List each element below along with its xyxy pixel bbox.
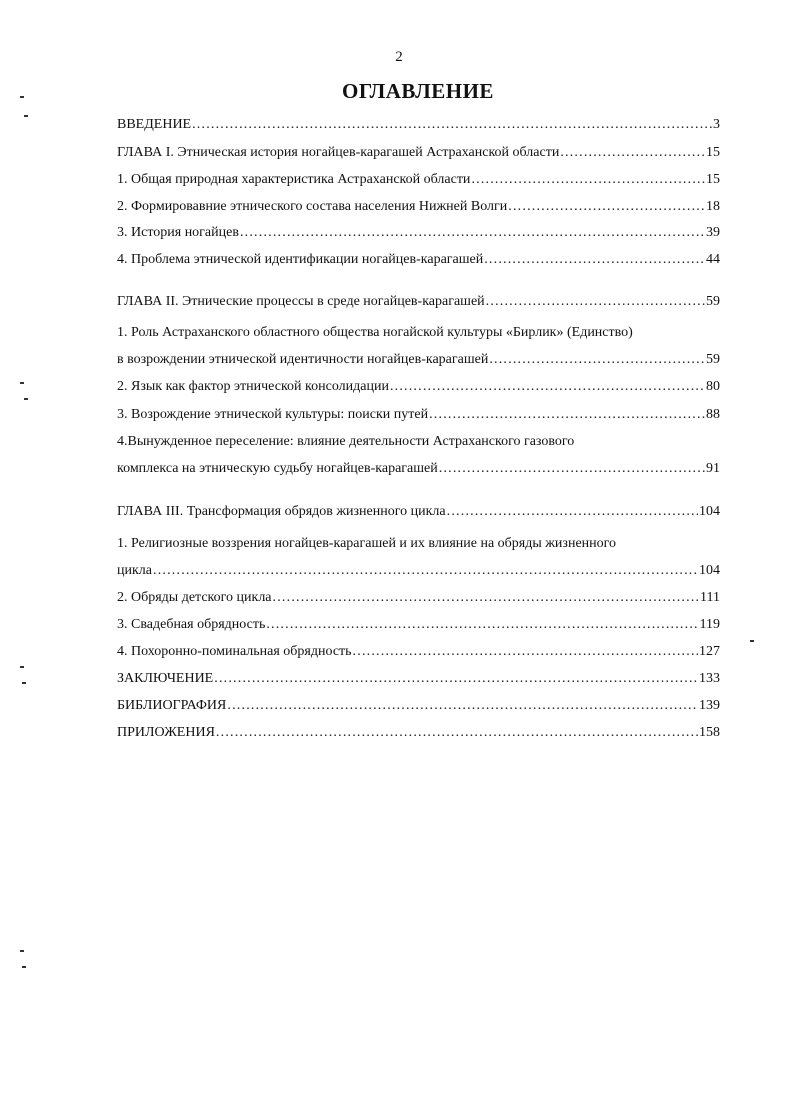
toc-entry-page: 133: [699, 671, 720, 686]
toc-entry-2-2: [117, 378, 720, 396]
toc-entry-label: 2. Обряды детского цикла: [117, 590, 272, 605]
toc-entry-3-4: [117, 643, 720, 661]
toc-entry-label: ЗАКЛЮЧЕНИЕ: [117, 671, 214, 686]
dot-leader: [560, 144, 705, 162]
toc-entry-page: 104: [699, 563, 720, 578]
scan-mark: [20, 382, 24, 384]
toc-entry-3-1-line1: 1. Религиозные воззрения ногайцев-карагашей и их влияние на обряды жизненного: [117, 536, 617, 551]
dot-leader: [192, 116, 712, 134]
toc-entry-2-4-line1: 4.Вынужденное переселение: влияние деятельности Астраханского газового: [117, 434, 575, 449]
dot-leader: [471, 171, 705, 189]
dot-leader: [266, 616, 698, 634]
page-number: 2: [395, 49, 403, 65]
dot-leader: [439, 460, 705, 478]
scan-mark: [20, 950, 24, 952]
toc-entry-chapter-3: [117, 503, 720, 521]
toc-entry-page: 44: [706, 252, 720, 267]
toc-entry-chapter-1: [117, 144, 720, 162]
dot-leader: [214, 670, 698, 688]
toc-entry-page: 111: [700, 590, 720, 605]
toc-entry-1-2: [117, 198, 720, 216]
toc-entry-page: 88: [706, 407, 720, 422]
scan-mark: [22, 966, 26, 968]
scan-mark: [22, 682, 26, 684]
toc-entry-page: 15: [706, 145, 720, 160]
toc-entry-2-3: [117, 406, 720, 424]
toc-entry-2-1: [117, 351, 720, 369]
dot-leader: [273, 589, 700, 607]
dot-leader: [216, 724, 698, 742]
dot-leader: [447, 503, 698, 521]
scan-mark: [24, 398, 28, 400]
toc-entry-page: 39: [706, 225, 720, 240]
toc-entry-page: 80: [706, 379, 720, 394]
toc-entry-label: ГЛАВА III. Трансформация обрядов жизненного цикла: [117, 504, 446, 519]
toc-entry-label: 2. Язык как фактор этнической консолидации: [117, 379, 389, 394]
dot-leader: [153, 562, 698, 580]
toc-entry-label: в возрождении этнической идентичности ногайцев-карагашей: [117, 352, 489, 367]
dot-leader: [484, 251, 705, 269]
toc-entry-label: ВВЕДЕНИЕ: [117, 117, 192, 132]
toc-entry-intro: [117, 116, 720, 134]
toc-entry-page: 104: [699, 504, 720, 519]
toc-entry-label: 3. Возрождение этнической культуры: поиски путей: [117, 407, 429, 422]
toc-entry-page: 139: [699, 698, 720, 713]
toc-entry-label: комплекса на этническую судьбу ногайцев-карагашей: [117, 461, 438, 476]
scan-mark: [20, 666, 24, 668]
toc-entry-page: 158: [699, 725, 720, 740]
scan-mark: [20, 96, 24, 98]
toc-entry-page: 18: [706, 199, 720, 214]
dot-leader: [353, 643, 698, 661]
toc-entry-1-4: [117, 251, 720, 269]
dot-leader: [486, 293, 705, 311]
dot-leader: [508, 198, 705, 216]
toc-entry-label: цикла: [117, 563, 152, 578]
dot-leader: [240, 224, 705, 242]
toc-entry-page: 59: [706, 352, 720, 367]
toc-title: ОГЛАВЛЕНИЕ: [342, 79, 494, 103]
toc-entry-page: 91: [706, 461, 720, 476]
toc-entry-page: 3: [713, 117, 720, 132]
toc-entry-label: 4. Проблема этнической идентификации ногайцев-карагашей: [117, 252, 484, 267]
dot-leader: [390, 378, 705, 396]
toc-entry-1-1: [117, 171, 720, 189]
toc-entry-page: 119: [699, 617, 720, 632]
toc-entry-page: 127: [699, 644, 720, 659]
toc-entry-label: ПРИЛОЖЕНИЯ: [117, 725, 215, 740]
toc-entry-label: 3. Свадебная обрядность: [117, 617, 266, 632]
toc-entry-label: ГЛАВА II. Этнические процессы в среде ногайцев-карагашей: [117, 294, 485, 309]
dot-leader: [489, 351, 705, 369]
toc-entry-3-1: [117, 562, 720, 580]
dot-leader: [429, 406, 705, 424]
toc-entry-label: 3. История ногайцев: [117, 225, 239, 240]
toc-entry-appendix: [117, 724, 720, 742]
toc-entry-bibliography: [117, 697, 720, 715]
toc-entry-label: БИБЛИОГРАФИЯ: [117, 698, 227, 713]
toc-entry-1-3: [117, 224, 720, 242]
dot-leader: [227, 697, 698, 715]
scan-mark: [24, 115, 28, 117]
toc-entry-page: 15: [706, 172, 720, 187]
toc-entry-label: 1. Общая природная характеристика Астраханской области: [117, 172, 471, 187]
toc-entry-conclusion: [117, 670, 720, 688]
scan-mark: [750, 640, 754, 642]
toc-entry-label: ГЛАВА I. Этническая история ногайцев-карагашей Астраханской области: [117, 145, 560, 160]
toc-entry-label: 4. Похоронно-поминальная обрядность: [117, 644, 352, 659]
toc-entry-3-2: [117, 589, 720, 607]
toc-entry-chapter-2: [117, 293, 720, 311]
toc-entry-2-1-line1: 1. Роль Астраханского областного общества ногайской культуры «Бирлик» (Единство): [117, 325, 633, 340]
toc-entry-label: 2. Формировавние этнического состава населения Нижней Волги: [117, 199, 508, 214]
toc-entry-page: 59: [706, 294, 720, 309]
toc-entry-2-4: [117, 460, 720, 478]
toc-entry-3-3: [117, 616, 720, 634]
